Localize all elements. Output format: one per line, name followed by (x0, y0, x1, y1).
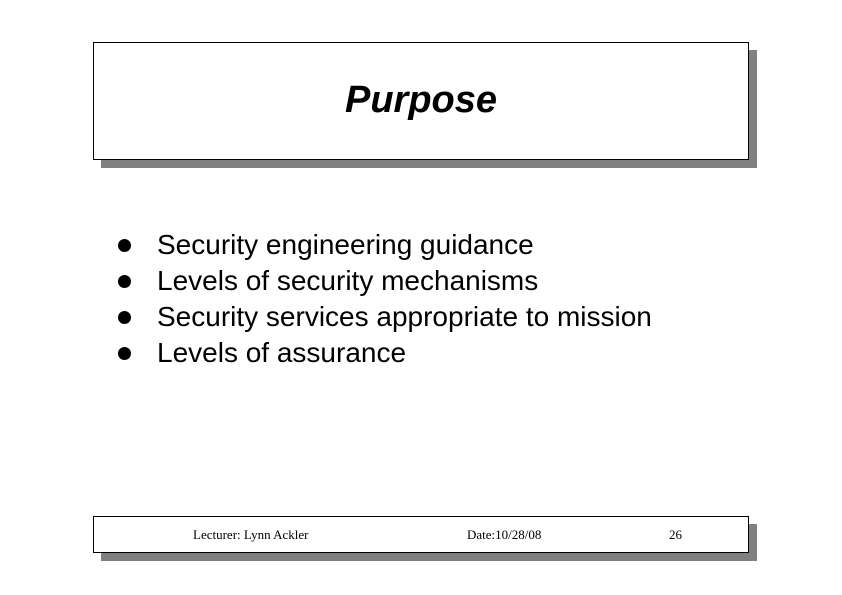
bullet-dot-icon (118, 311, 131, 324)
title-box (93, 42, 749, 160)
footer-page-number: 26 (669, 527, 682, 542)
bullet-item (118, 299, 652, 335)
bullet-dot-icon (118, 239, 131, 252)
bullet-text: Security services appropriate to mission (157, 301, 652, 332)
bullet-dot-icon (118, 275, 131, 288)
bullet-item (118, 335, 652, 371)
bullet-item (118, 227, 652, 263)
bullet-item (118, 263, 652, 299)
bullet-text: Security engineering guidance (157, 229, 534, 260)
bullet-text: Levels of security mechanisms (157, 265, 539, 296)
bullet-text: Levels of assurance (157, 337, 407, 368)
slide-title: Purpose (344, 78, 498, 121)
footer-lecturer: Lecturer: Lynn Ackler (193, 527, 309, 542)
bullet-list (118, 227, 652, 371)
footer-date: Date:10/28/08 (467, 527, 542, 542)
footer-box (93, 516, 749, 553)
bullet-dot-icon (118, 347, 131, 360)
